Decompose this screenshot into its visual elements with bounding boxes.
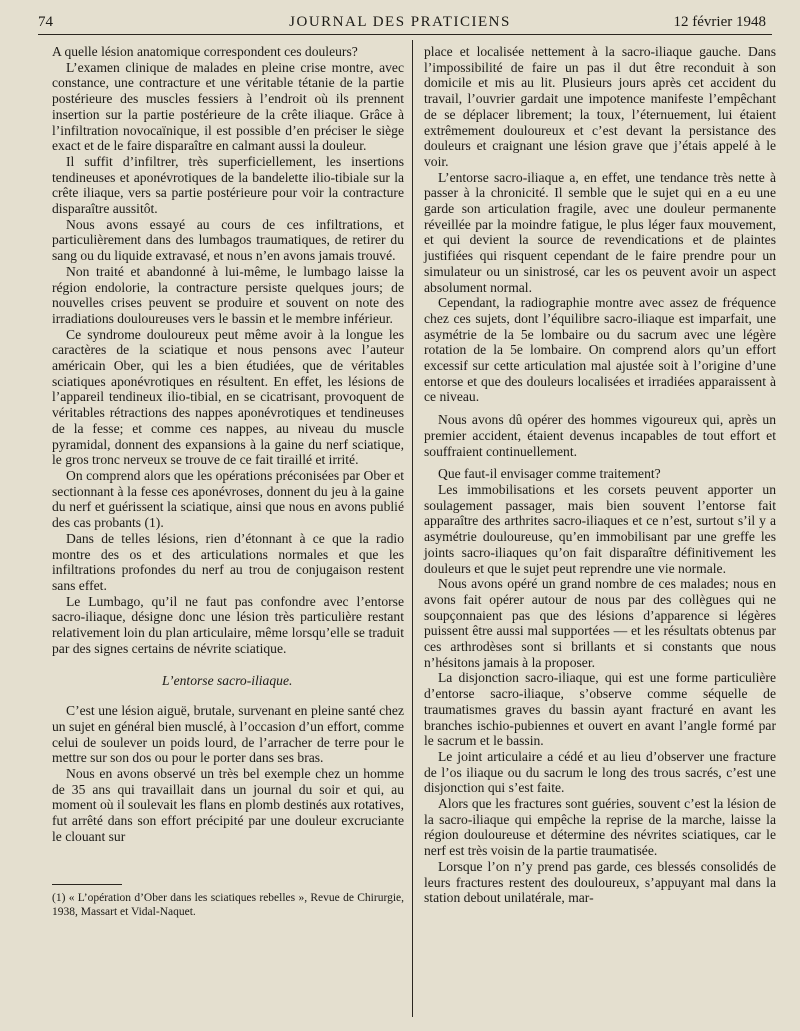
page-number: 74 <box>38 14 53 30</box>
column-divider <box>412 40 413 1017</box>
paragraph: Nous en avons observé un très bel exemple chez un homme de 35 ans qui travaillait dans un journal du soir et qui, au moment où il soulevait les flans en plomb destinés aux rotatives, fut arrêté dans son effort précipité par une douleur excruciante le clouant sur <box>52 765 404 844</box>
journal-title: JOURNAL DES PRATICIENS <box>289 14 511 30</box>
paragraph: Les immobilisations et les corsets peuvent apporter un soulagement passager, mais bien souvent l’entorse fait apparaître des arthrites sacro-iliaques et ce n’est, surtout s’il y a asymétrie douloureuse, qu’en immobilisant par une greffe les joints sacro-iliaques qu’on fait disparaître définitivement les douleurs et que le sujet peut reprendre une vie normale. <box>424 481 776 576</box>
footnote-rule <box>52 884 122 885</box>
paragraph: Nous avons opéré un grand nombre de ces malades; nous en avons fait opérer autour de nous par des collègues qui ne soupçonnaient pas que des lésions d’apparence si légères puissent être aussi mal supportées — et les résultats obtenus par ces arthrodèses sont si brillants et si constants que nous n’hésitons jamais à la proposer. <box>424 576 776 670</box>
paragraph: Non traité et abandonné à lui-même, le lumbago laisse la région endolorie, la contracture persiste quelques jours; de nouvelles crises peuvent se produire et souvent on note des irradiations douloureuses vers le bassin et le membre inférieur. <box>52 263 404 326</box>
paragraph: Lorsque l’on n’y prend pas garde, ces blessés consolidés de leurs fractures restent des douloureux, s’appuyant mal dans la station debout unilatérale, mar- <box>424 858 776 906</box>
paragraph: La disjonction sacro-iliaque, qui est une forme particulière d’entorse sacro-iliaque, s’observe comme séquelle de traumatismes graves du bassin ayant fracturé en avant les branches ischio-pubiennes et ouvert en avant l’angle formé par le sacrum et le bassin. <box>424 670 776 749</box>
running-header <box>30 12 770 36</box>
section-subheading: L’entorse sacro-iliaque. <box>162 673 293 689</box>
left-column <box>52 44 404 919</box>
paragraph: Que faut-il envisager comme traitement? <box>438 466 661 482</box>
issue-date: 12 février 1948 <box>673 14 766 30</box>
paragraph: Le joint articulaire a cédé et au lieu d’observer une fracture de l’os iliaque ou du sacrum le long des trous sacrés, c’est une disjonction qui s’est faite. <box>424 748 776 796</box>
paragraph: C’est une lésion aiguë, brutale, survenant en pleine santé chez un sujet en général bien musclé, à l’occasion d’un effort, comme celui de soulever un poids lourd, de l’arracher de terre pour le mettre sur son dos ou pour le porter dans ses bras. <box>52 703 404 766</box>
paragraph: Ce syndrome douloureux peut même avoir à la longue les caractères de la sciatique et nous pensons avec l’auteur américain Ober, qui les a bien étudiées, que de véritables sciatiques aponévrotiques en résultent. En effet, les lésions de l’appareil tendineux ilio-tibial, en se cicatrisant, provoquent de véritables rétractions des nappes aponévrotiques et tendineuses de la fesse; et comme ces nappes, au niveau du muscle pyramidal, donnent des expansions à la gaine du nerf sciatique, le gros tronc nerveux se trouve de ce fait tiraillé et irrité. <box>52 326 404 468</box>
paragraph: Il suffit d’infiltrer, très superficiellement, les insertions tendineuses et aponévrotiques de la bandelette ilio-tibiale sur la crête iliaque, vers sa partie postérieure pour voir la contracture disparaître aussitôt. <box>52 153 404 217</box>
paragraph: A quelle lésion anatomique correspondent ces douleurs? <box>52 44 358 59</box>
paragraph: place et localisée nettement à la sacro-iliaque gauche. Dans l’impossibilité de faire un pas il dut être reconduit à son domicile et mis au lit. Plusieurs jours après cet accident du travail, l’ouvrier gardait une impotence manifeste l’empêchant de se déplacer librement; la toux, l’éternuement, lui étaient extrêmement douloureux et c’est devant la persistance des douleurs et craignant une lésion grave que j’étais appelé à le voir. <box>424 44 776 169</box>
paragraph: L’entorse sacro-iliaque a, en effet, une tendance très nette à passer à la chronicité. Il semble que le sujet qui en a eu une garde son articulation fragile, avec une douleur permanente réveillée par la moindre fatigue, le plus léger faux mouvement, et qui devient la source de revendications et de plaintes justifiées qui risquent cependant de le faire prendre pour un simulateur ou un sinistrosé, car les os peuvent avoir un aspect absolument normal. <box>424 169 776 295</box>
paragraph: Cependant, la radiographie montre avec assez de fréquence chez ces sujets, dont l’équilibre sacro-iliaque est imparfait, une asymétrie de la 5e lombaire ou du sacrum avec une légère rotation de la 5e lombaire. On comprend alors qu’un effort excessif sur cette articulation mal ajustée soit à l’origine d’une entorse et que des douleurs localisées et irradiées apparaissent à ce niveau. <box>424 295 776 405</box>
paragraph: On comprend alors que les opérations préconisées par Ober et sectionnant à la fesse ces aponévroses, donnent du jeu à la gaine du nerf et guérissent la sciatique, ainsi que nous en avons publié des cas probants (1). <box>52 467 404 531</box>
footnote: (1) « L’opération d’Ober dans les sciatiques rebelles », Revue de Chirurgie, 1938, Massart et Vidal-Naquet. <box>52 892 404 919</box>
paragraph: Nous avons dû opérer des hommes vigoureux qui, après un premier accident, étaient devenus incapables de tout effort et souffraient continuellement. <box>424 412 776 459</box>
header-rule <box>38 34 772 35</box>
paragraph: Le Lumbago, qu’il ne faut pas confondre avec l’entorse sacro-iliaque, désigne donc une lésion très particulière restant relativement loin du plan articulaire, même lorsqu’elle se traduit par des signes certains de névrite sciatique. <box>52 593 404 656</box>
right-column <box>424 44 776 906</box>
paragraph: Dans de telles lésions, rien d’étonnant à ce que la radio montre des os et des articulations normales et que les infiltrations profondes du nerf au trou de conjugaison restent sans effet. <box>52 530 404 593</box>
paragraph: L’examen clinique de malades en pleine crise montre, avec constance, une contracture et une véritable tétanie de la partie postérieure des muscles fessiers à l’endroit où ils prennent insertion sur la partie postérieure de la crête iliaque. Grâce à l’infiltration novocaïnique, il est possible d’en préciser le siège exact et de le faire disparaître en calmant aussi la douleur. <box>52 59 404 154</box>
paragraph: Alors que les fractures sont guéries, souvent c’est la lésion de la sacro-iliaque qui empêche la reprise de la marche, laisse la région douloureuse et détermine des névrites sciatiques, car le nerf est très voisin de la partie traumatisée. <box>424 796 776 859</box>
paragraph: Nous avons essayé au cours de ces infiltrations, et particulièrement dans des lumbagos traumatiques, de retirer du sang ou du liquide extravasé, et nous n’en avons jamais trouvé. <box>52 216 404 264</box>
